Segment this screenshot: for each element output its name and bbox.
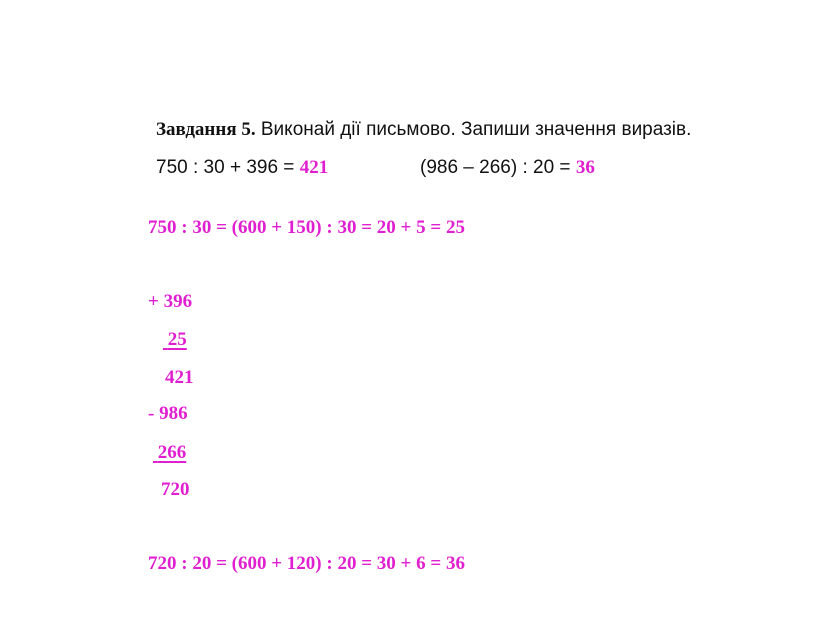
expression-1-answer: 421 [299, 157, 329, 178]
addition-addend [163, 330, 187, 349]
solution-step-final: 720 : 20 = (600 + 120) : 20 = 30 + 6 = 36 [148, 553, 465, 574]
expression-2-answer: 36 [575, 157, 595, 178]
subtraction-difference: 720 [161, 479, 190, 500]
addition-sum: 421 [165, 367, 194, 388]
expression-2-text: (986 – 266) : 20 = [420, 157, 576, 178]
task-heading [148, 104, 691, 139]
expression-1 [148, 142, 328, 177]
expression-1-text: 750 : 30 + 396 = [156, 157, 300, 178]
subtraction-top-line: - 986 [148, 403, 188, 424]
subtraction-subtrahend [153, 443, 186, 462]
subtraction-subtrahend-value: 266 [157, 442, 187, 463]
expression-2 [412, 142, 595, 177]
task-instruction: Виконай дії письмово. Запиши значення виразів. [255, 119, 692, 140]
addition-top-line: + 396 [148, 291, 193, 312]
addition-addend-value: 25 [167, 329, 187, 350]
solution-step-division: 750 : 30 = (600 + 150) : 30 = 20 + 5 = 25 [148, 217, 465, 238]
task-number: Завдання 5. [156, 119, 256, 140]
